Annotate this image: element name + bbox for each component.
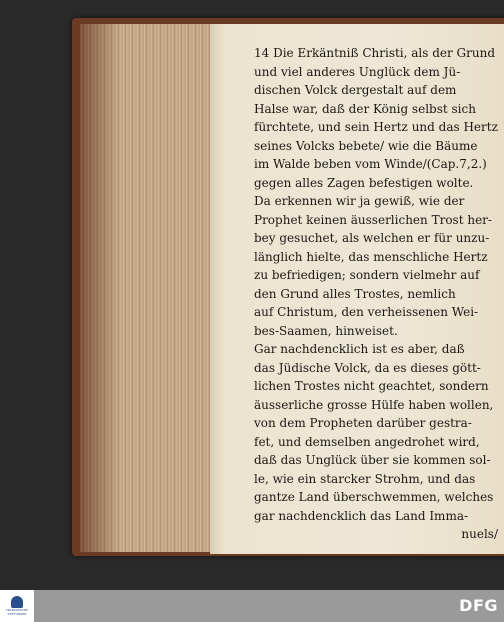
text-line: im Walde beben vom Winde/(Cap.7,2.) (254, 157, 487, 171)
text-line: von dem Propheten darüber gestra- (254, 416, 472, 430)
text-line: Halse war, daß der König selbst sich (254, 101, 476, 116)
text-line: dischen Volck dergestalt auf dem (254, 83, 457, 97)
text-line: das Jüdische Volck, da es dieses gött- (254, 360, 481, 375)
library-logo-icon (11, 596, 23, 608)
running-head: 14 Die Erkäntniß Christi, als der Grund (254, 46, 496, 60)
text-line: und viel anderes Unglück dem Jü- (254, 64, 461, 79)
viewer-footer (0, 590, 504, 622)
text-line: auf Christum, den verheissenen Wei- (254, 305, 479, 319)
text-line: länglich hielte, das menschliche Hertz (254, 249, 488, 264)
text-line: daß das Unglück über sie kommen sol- (254, 453, 491, 467)
text-line: bey gesuchet, als welchen er für unzu- (254, 231, 490, 245)
text-line: fürchtete, und sein Hertz und das Hertz (254, 120, 498, 134)
dfg-logo[interactable]: DFG (459, 596, 498, 615)
page-edge-shadow (80, 24, 120, 552)
text-line: bes-Saamen, hinweiset. (254, 323, 398, 338)
text-line: Gar nachdencklich ist es aber, daß (254, 342, 465, 356)
text-line: Da erkennen wir ja gewiß, wie der (254, 194, 465, 208)
text-line: gegen alles Zagen befestigen wolte. (254, 175, 474, 190)
text-line: le, wie ein starcker Strohm, und das (254, 471, 476, 486)
library-logo[interactable] (0, 590, 34, 622)
text-line: seines Volcks bebete/ wie die Bäume (254, 138, 478, 153)
text-line: Prophet keinen äusserlichen Trost her- (254, 212, 492, 227)
text-line: äusserliche grosse Hülfe haben wollen, (254, 397, 494, 412)
catchword: nuels/ (461, 527, 498, 541)
text-line: gantze Land überschwemmen, welches (254, 490, 494, 504)
text-line: den Grund alles Trostes, nemlich (254, 286, 456, 301)
text-line: gar nachdencklich das Land Imma- (254, 508, 469, 523)
text-line: zu befriedigen; sondern vielmehr auf (254, 268, 480, 282)
book-page (210, 24, 504, 554)
text-line: lichen Trostes nicht geachtet, sondern (254, 379, 489, 393)
library-logo-text: FRANCKESCHE STIFTUNGEN (5, 608, 29, 616)
text-line: fet, und demselben angedrohet wird, (254, 434, 480, 449)
text-block (254, 44, 500, 544)
